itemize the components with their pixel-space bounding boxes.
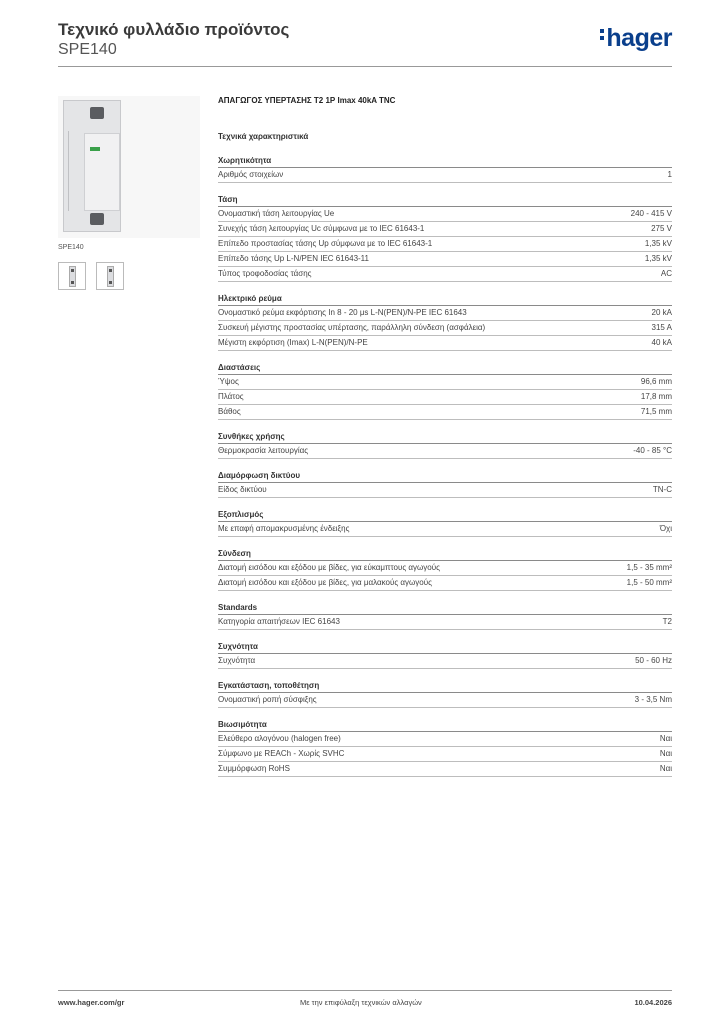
thumbnail-1[interactable] — [58, 262, 86, 290]
spec-value: 50 - 60 Hz — [635, 656, 672, 665]
product-code: SPE140 — [58, 41, 117, 58]
footer-date: 10.04.2026 — [634, 998, 672, 1007]
spec-value: AC — [660, 269, 672, 278]
page-header — [58, 20, 289, 60]
footer-notice: Με την επιφύλαξη τεχνικών αλλαγών — [300, 998, 422, 1007]
spec-row — [218, 207, 672, 222]
spec-value: 1 — [667, 170, 672, 179]
spec-label: Θερμοκρασία λειτουργίας — [218, 446, 309, 455]
spec-label: Διατομή εισόδου και εξόδου με βίδες, για μαλακούς αγωγούς — [218, 578, 432, 587]
spec-group-title: Εγκατάσταση, τοποθέτηση — [218, 679, 672, 693]
spec-label: Τύπος τροφοδοσίας τάσης — [218, 269, 312, 278]
spec-row — [218, 762, 672, 777]
spec-group-title: Τάση — [218, 193, 672, 207]
spec-row — [218, 237, 672, 252]
spec-row — [218, 252, 672, 267]
spec-row — [218, 654, 672, 669]
page-title: Τεχνικό φυλλάδιο προϊόντος — [58, 20, 290, 39]
spec-value: 1,35 kV — [644, 254, 672, 263]
spec-value: 275 V — [651, 224, 672, 233]
spec-row — [218, 336, 672, 351]
footer-website-link[interactable]: www.hager.com/gr — [58, 998, 125, 1007]
spec-value: 315 A — [651, 323, 672, 332]
product-image — [58, 96, 200, 238]
spec-row — [218, 483, 672, 498]
spec-label: Αριθμός στοιχείων — [218, 170, 284, 179]
spec-value: 40 kA — [651, 338, 672, 347]
header-divider — [58, 66, 672, 67]
logo-dots-icon — [600, 29, 604, 43]
spec-value: 96,6 mm — [640, 377, 672, 386]
spec-row — [218, 321, 672, 336]
spec-label: Κατηγορία απαιτήσεων IEC 61643 — [218, 617, 340, 626]
spec-group-title: Standards — [218, 601, 672, 615]
spec-label: Είδος δικτύου — [218, 485, 267, 494]
top-terminal-icon — [90, 107, 104, 119]
hager-logo: hager — [600, 24, 672, 53]
spec-group-title: Ηλεκτρικό ρεύμα — [218, 292, 672, 306]
spec-row — [218, 375, 672, 390]
spec-row — [218, 615, 672, 630]
footer-divider — [58, 990, 672, 991]
spec-group-title: Εξοπλισμός — [218, 508, 672, 522]
spec-group-title: Χωρητικότητα — [218, 154, 672, 168]
spec-label: Συχνότητα — [218, 656, 256, 665]
spec-label: Ύψος — [218, 377, 239, 386]
bottom-terminal-icon — [90, 213, 104, 225]
spec-value: Ναι — [659, 734, 672, 743]
spec-row — [218, 222, 672, 237]
status-indicator-icon — [90, 147, 100, 151]
spec-label: Συμμόρφωση RoHS — [218, 764, 290, 773]
spec-value: 240 - 415 V — [630, 209, 672, 218]
spec-value: T2 — [662, 617, 672, 626]
spec-groups — [218, 154, 672, 777]
spec-group-title: Βιωσιμότητα — [218, 718, 672, 732]
spec-label: Με επαφή απομακρυσμένης ένδειξης — [218, 524, 350, 533]
spec-group-title: Σύνδεση — [218, 547, 672, 561]
spec-row — [218, 747, 672, 762]
spec-label: Ελεύθερο αλογόνου (halogen free) — [218, 734, 341, 743]
spec-label: Σύμφωνο με REACh - Χωρίς SVHC — [218, 749, 345, 758]
section-heading: Τεχνικά χαρακτηριστικά — [218, 132, 309, 141]
spec-label: Επίπεδο προστασίας τάσης Up σύμφωνα με το IEC 61643-1 — [218, 239, 433, 248]
spec-row — [218, 405, 672, 420]
specification-content — [218, 96, 672, 777]
spec-label: Επίπεδο τάσης Up L-N/PEN IEC 61643-11 — [218, 254, 369, 263]
spec-label: Πλάτος — [218, 392, 244, 401]
product-name: ΑΠΑΓΩΓΟΣ ΥΠΕΡΤΑΣΗΣ Τ2 1Ρ Imax 40kA TNC — [218, 96, 396, 105]
spec-label: Συσκευή μέγιστης προστασίας υπέρτασης, παράλληλη σύνδεση (ασφάλεια) — [218, 323, 486, 332]
spec-label: Ονομαστικό ρεύμα εκφόρτισης In 8 - 20 μs L-N(PEN)/N-PE IEC 61643 — [218, 308, 467, 317]
spec-row — [218, 168, 672, 183]
spec-value: Όχι — [659, 524, 672, 533]
spec-value: Ναι — [659, 749, 672, 758]
spec-value: 71,5 mm — [640, 407, 672, 416]
spec-group-title: Διαστάσεις — [218, 361, 672, 375]
image-caption: SPE140 — [58, 244, 84, 251]
spec-label: Ονομαστική ροπή σύσφιξης — [218, 695, 317, 704]
spec-row — [218, 693, 672, 708]
spec-row — [218, 444, 672, 459]
spec-group-title: Συνθήκες χρήσης — [218, 430, 672, 444]
surge-arrester-illustration — [63, 100, 121, 232]
spec-value: 17,8 mm — [640, 392, 672, 401]
spec-label: Διατομή εισόδου και εξόδου με βίδες, για εύκαμπτους αγωγούς — [218, 563, 440, 572]
spec-row — [218, 576, 672, 591]
spec-value: 1,5 - 35 mm² — [626, 563, 672, 572]
spec-value: 20 kA — [651, 308, 672, 317]
thumbnail-2[interactable] — [96, 262, 124, 290]
spec-value: -40 - 85 °C — [633, 446, 672, 455]
spec-label: Ονομαστική τάση λειτουργίας Ue — [218, 209, 335, 218]
spec-row — [218, 390, 672, 405]
spec-label: Βάθος — [218, 407, 241, 416]
spec-value: 1,35 kV — [644, 239, 672, 248]
spec-group-title: Συχνότητα — [218, 640, 672, 654]
spec-group-title: Διαμόρφωση δικτύου — [218, 469, 672, 483]
spec-row — [218, 522, 672, 537]
spec-row — [218, 732, 672, 747]
spec-value: 3 - 3,5 Nm — [634, 695, 672, 704]
spec-row — [218, 267, 672, 282]
spec-value: Ναι — [659, 764, 672, 773]
spec-row — [218, 306, 672, 321]
spec-value: 1,5 - 50 mm² — [626, 578, 672, 587]
spec-label: Μέγιστη εκφόρτιση (Imax) L-N(PEN)/N-PE — [218, 338, 368, 347]
spec-value: TN-C — [652, 485, 672, 494]
spec-row — [218, 561, 672, 576]
cartridge-module — [84, 133, 120, 211]
spec-label: Συνεχής τάση λειτουργίας Uc σύμφωνα με το IEC 61643-1 — [218, 224, 425, 233]
